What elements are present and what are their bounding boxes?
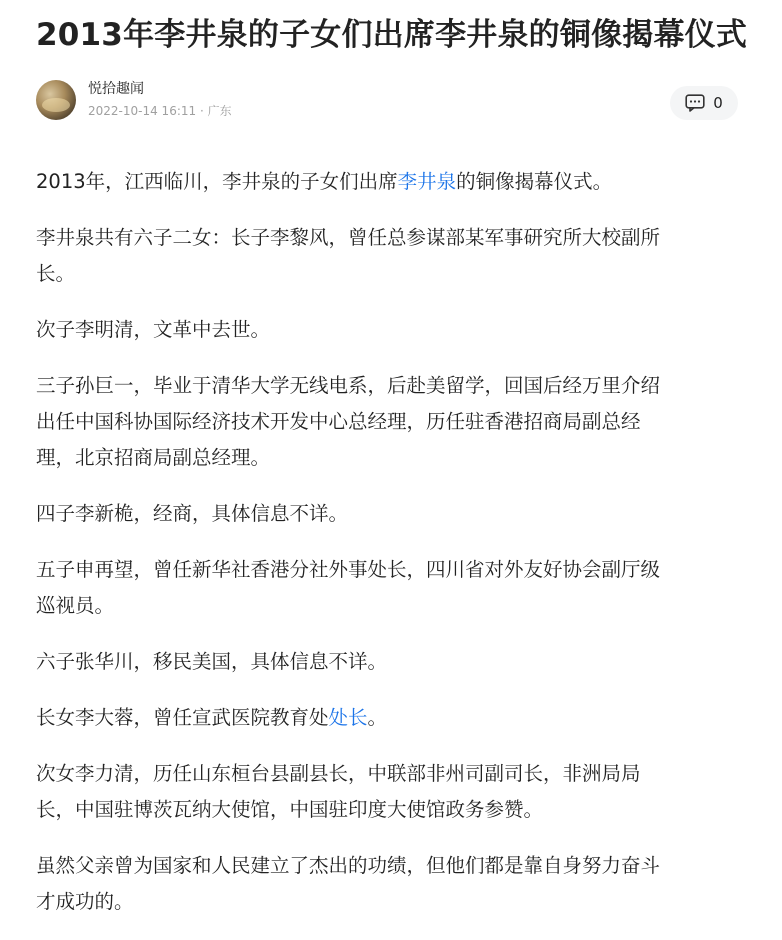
paragraph-line: 虽然父亲曾为国家和人民建立了杰出的功绩，但他们都是靠自身努力奋斗 [36,854,661,877]
paragraph-line: 李井泉共有六子二女：长子李黎风，曾任总参谋部某军事研究所大校副所 [36,226,661,249]
link-li-jingquan[interactable]: 李井泉 [397,170,457,193]
author-avatar[interactable] [36,80,76,120]
paragraph-2 [36,220,746,292]
paragraph-line: 理，北京招商局副总经理。 [36,446,271,469]
comment-icon [685,94,705,112]
paragraph-line: 巡视员。 [36,594,115,617]
publish-meta: 2022-10-14 16:11 · 广东 [88,104,232,118]
comment-button[interactable] [670,86,738,120]
comment-count: 0 [713,94,723,112]
author-bar [36,78,746,124]
paragraph-text: 2013年，江西临川，李井泉的子女们出席 [36,170,398,193]
link-chuzhang[interactable]: 处长 [328,706,368,729]
paragraph-line: 长，中国驻博茨瓦纳大使馆，中国驻印度大使馆政务参赞。 [36,798,544,821]
paragraph-line: 五子申再望，曾任新华社香港分社外事处长，四川省对外友好协会副厅级 [36,558,661,581]
paragraph-line: 三子孙巨一，毕业于清华大学无线电系，后赴美留学，回国后经万里介绍 [36,374,661,397]
paragraph-4 [36,368,746,476]
paragraph-text: 。 [367,706,388,729]
paragraph-line: 次子李明清，文革中去世。 [36,318,271,341]
paragraph-line: 出任中国科协国际经济技术开发中心总经理，历任驻香港招商局副总经 [36,410,641,433]
paragraph-5 [36,496,746,532]
paragraph-6 [36,552,746,624]
paragraph-10 [36,848,746,920]
paragraph-line: 四子李新桅，经商，具体信息不详。 [36,502,349,525]
paragraph-7 [36,644,746,680]
article [36,0,746,940]
paragraph-9 [36,756,746,828]
paragraph-line: 六子张华川，移民美国，具体信息不详。 [36,650,388,673]
paragraph-text: 的铜像揭幕仪式。 [456,170,613,193]
author-name[interactable]: 悦拾趣闻 [88,81,144,97]
paragraph-8 [36,700,746,736]
paragraph-3 [36,312,746,348]
paragraph-1 [36,164,746,200]
article-title: 2013年李井泉的子女们出席李井泉的铜像揭幕仪式 [36,17,748,53]
paragraph-text: 长女李大蓉，曾任宣武医院教育处 [36,706,329,729]
paragraph-line: 次女李力清，历任山东桓台县副县长，中联部非州司副司长，非洲局局 [36,762,641,785]
article-content [36,164,746,920]
paragraph-line: 才成功的。 [36,890,134,913]
paragraph-line: 长。 [36,262,76,285]
